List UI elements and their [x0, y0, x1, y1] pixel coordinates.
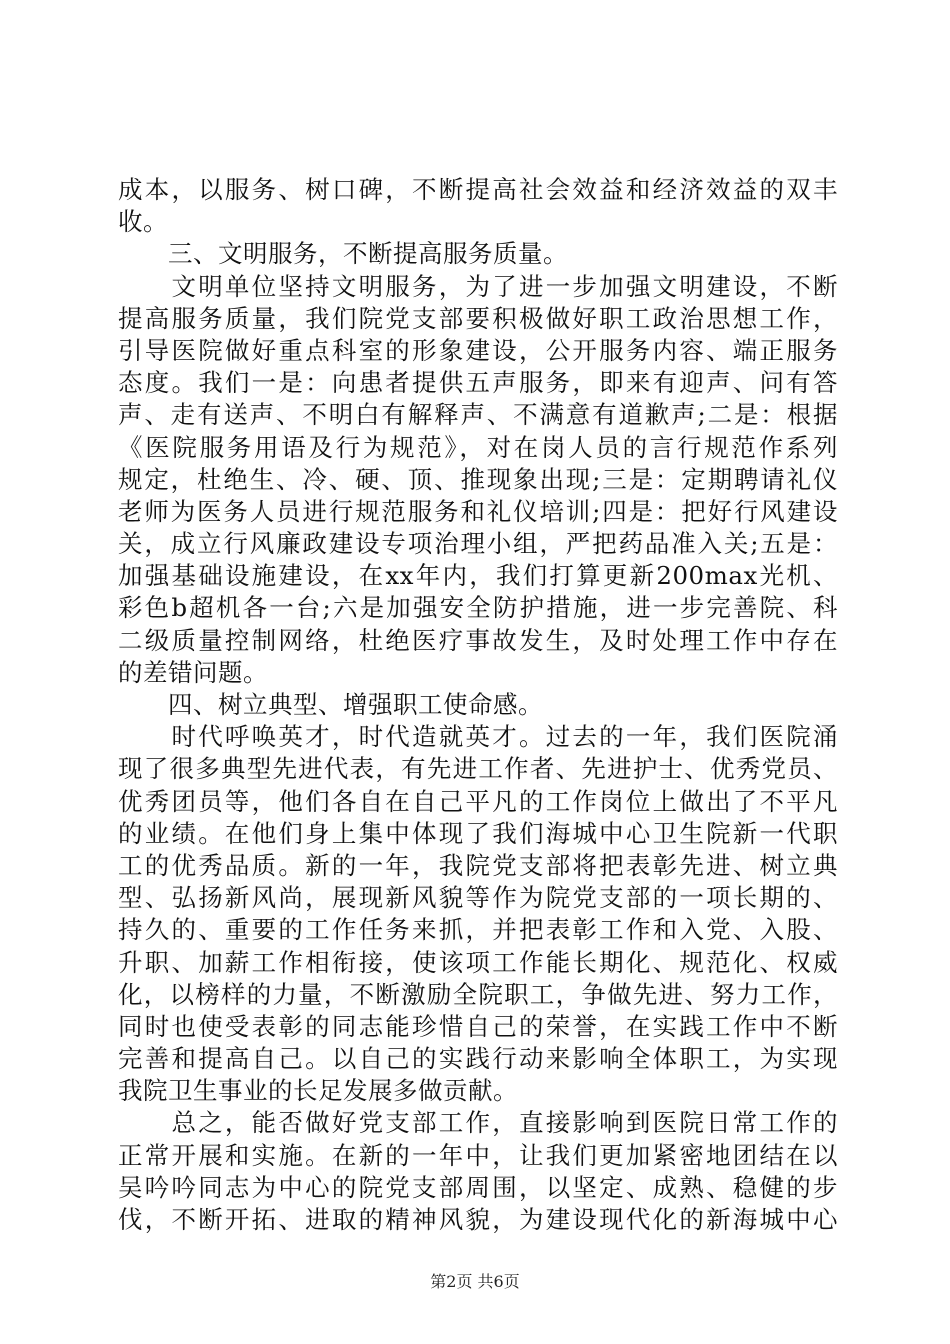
text-line: 型、弘扬新风尚，展现新风貌等作为院党支部的一项长期的、	[118, 883, 838, 913]
text-line: 彩色b超机各一台;六是加强安全防护措施，进一步完善院、科	[118, 593, 838, 623]
text-line: 声、走有送声、不明白有解释声、不满意有道歉声;二是：根据	[118, 400, 838, 430]
text-line: 成本，以服务、树口碑，不断提高社会效益和经济效益的双丰	[118, 175, 838, 204]
text-line: 的差错问题。	[118, 657, 268, 687]
page-footer: 第2页 共6页	[430, 1272, 520, 1291]
text-line: 文明单位坚持文明服务，为了进一步加强文明建设，不断	[118, 271, 838, 301]
text-line: 优秀团员等，他们各自在自己平凡的工作岗位上做出了不平凡	[118, 786, 838, 816]
text-line: 提高服务质量，我们院党支部要积极做好职工政治思想工作，	[118, 303, 838, 333]
text-line: 化，以榜样的力量，不断激励全院职工，争做先进、努力工作，	[118, 979, 838, 1009]
body-text	[118, 174, 838, 1236]
text-line: 总之，能否做好党支部工作，直接影响到医院日常工作的	[118, 1108, 838, 1138]
text-line: 工的优秀品质。新的一年，我院党支部将把表彰先进、树立典	[118, 850, 838, 880]
text-line: 我院卫生事业的长足发展多做贡献。	[118, 1076, 518, 1106]
text-line: 《医院服务用语及行为规范》，对在岗人员的言行规范作系列	[118, 432, 838, 462]
text-line: 四、树立典型、增强职工使命感。	[118, 690, 543, 719]
text-line: 完善和提高自己。以自己的实践行动来影响全体职工，为实现	[118, 1044, 838, 1074]
text-line: 老师为医务人员进行规范服务和礼仪培训;四是：把好行风建设	[118, 496, 838, 526]
text-line: 时代呼唤英才，时代造就英才。过去的一年，我们医院涌	[118, 722, 838, 752]
text-line: 规定，杜绝生、冷、硬、顶、推现象出现;三是：定期聘请礼仪	[118, 464, 838, 494]
text-line: 收。	[118, 207, 168, 237]
text-line: 态度。我们一是：向患者提供五声服务，即来有迎声、问有答	[118, 368, 838, 398]
text-line: 关，成立行风廉政建设专项治理小组，严把药品准入关;五是：	[118, 529, 838, 559]
text-line: 二级质量控制网络，杜绝医疗事故发生，及时处理工作中存在	[118, 625, 838, 655]
text-line: 现了很多典型先进代表，有先进工作者、先进护士、优秀党员、	[118, 754, 838, 784]
text-line: 加强基础设施建设，在xx年内，我们打算更新200max光机、	[118, 561, 838, 591]
text-line: 同时也使受表彰的同志能珍惜自己的荣誉，在实践工作中不断	[118, 1011, 838, 1041]
text-line: 三、文明服务，不断提高服务质量。	[118, 239, 568, 269]
text-line: 伐，不断开拓、进取的精神风貌，为建设现代化的新海城中心	[118, 1205, 838, 1234]
text-line: 的业绩。在他们身上集中体现了我们海城中心卫生院新一代职	[118, 818, 838, 848]
text-line: 引导医院做好重点科室的形象建设，公开服务内容、端正服务	[118, 335, 838, 365]
text-line: 升职、加薪工作相衔接，使该项工作能长期化、规范化、权威	[118, 947, 838, 977]
text-line: 持久的、重要的工作任务来抓，并把表彰工作和入党、入股、	[118, 915, 838, 945]
text-line: 正常开展和实施。在新的一年中，让我们更加紧密地团结在以	[118, 1140, 838, 1170]
text-line: 吴吟吟同志为中心的院党支部周围，以坚定、成熟、稳健的步	[118, 1172, 838, 1202]
